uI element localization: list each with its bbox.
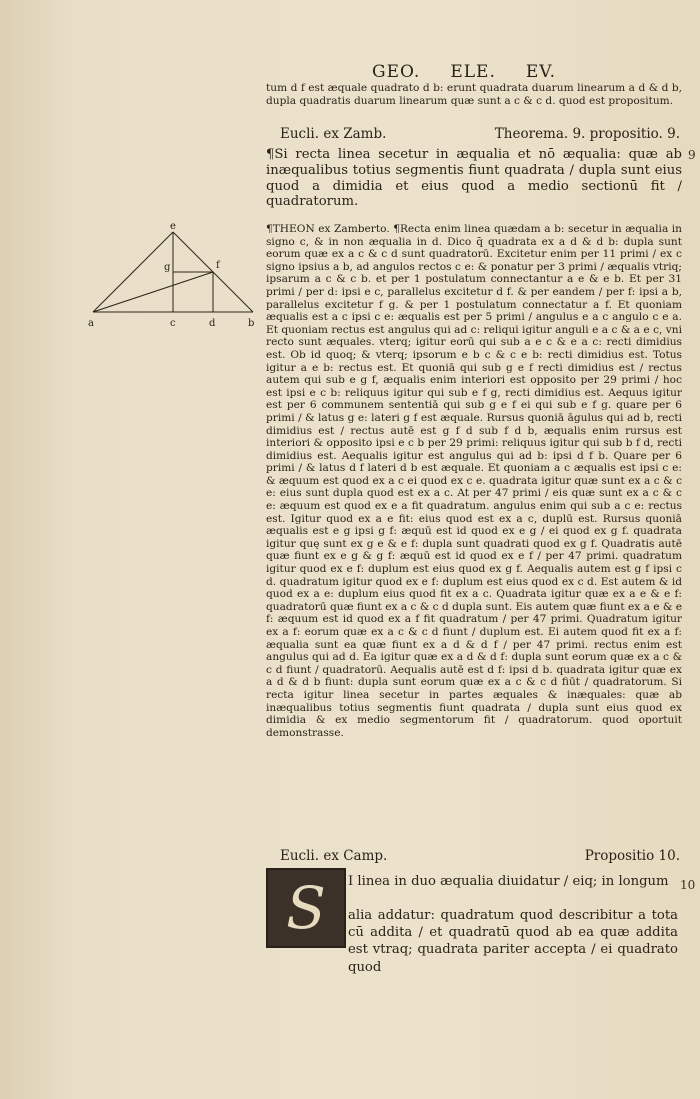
prop-10-line-1: I linea in duo æqualia diuidatur / eiq; in longum	[348, 874, 669, 889]
initial-letter-s: S	[286, 874, 326, 942]
label-b: b	[248, 318, 255, 329]
label-d: d	[209, 318, 216, 329]
heading-prop-9	[280, 126, 680, 142]
label-f: f	[216, 260, 220, 271]
prop-10-rest: alia addatur: quadratum quod describitur a tota cū addita / et quadratū quod ab ea quæ addita est vtraq; quadrata pariter accepta / ei quadrato quod	[348, 908, 678, 975]
label-g: g	[164, 262, 171, 273]
triangle-diagram	[88, 220, 263, 332]
running-head-ele: ELE.	[450, 62, 496, 82]
decorated-initial	[266, 868, 346, 948]
theon-proof-paragraph: ¶THEON ex Zamberto. ¶Recta enim linea quædam a b: secetur in æqualia in signo c, & in non æqualia in d. Dico q̄ quadrata ex a d & d b: dupla sunt eorum quæ ex a c & c d sunt quadratorū. Excitetur enim per 11 primi / ex c signo ipsius a b, ad angulos rectos c e: & ponatur per 3 primi / æqualis vtriq; ipsarum a c & c b. et per 1 postulatum connectantur a e & e b. Et per 31 primi / per d: ipsi e c, parallelus excitetur d f. & per eandem / per f: ipsi a b, parallelus excitetur f g. & per 1 postulatum connectatur a f. Et quoniam æqualis est a c ipsi c e: æqualis est per 5 primi / angulus e a c angulo c e a. Et quoniam rectus est angulus qui ad c: reliqui igitur anguli e a c & a e c, vni recto sunt æquales. vterq; igitur eorū qui sub a e c & e a c: recti dimidius est. Ob id quoq; & vterq; ipsorum e b c & c e b: recti dimidius est. Totus igitur a e b: rectus est. Et quoniā qui sub g e f recti dimidius est / rectus autem qui sub e g f, æqualis enim interiori est opposito per 29 primi / hoc est ipsi e c b: reliquus igitur qui sub e f g, recti dimidius est. Aequus igitur est per 6 communem sententiā qui sub g e f ei qui sub e f g. quare per 6 primi / & latus g e: lateri g f est æquale. Rursus quoniā āgulus qui ad b, recti dimidius est / rectus autē est g f d sub f d b, æqualis enim rursus est interiori & opposito ipsi e c b per 29 primi: reliquus igitur qui sub b f d, recti dimidius est. Aequalis igitur est angulus qui ad b: ipsi d f b. Quare per 6 primi / & latus d f lateri d b est æquale. Et quoniam a c æqualis est ipsi c e: & æquum est quod ex a c ei quod ex c e. quadrata igitur quæ sunt ex a c & c e: eius sunt dupla quod est ex a c. At per 47 primi / eis quæ sunt ex a c & c e: æquum est quod ex e a fit quadratum. angulus enim qui sub a c e: rectus est. Igitur quod ex a e fit: eius quod est ex a c, duplū est. Rursus quoniā æqualis est e g ipsi g f: æquū est id quod ex e g / ei quod ex g f. quadrata igitur quę sunt ex g e & e f: dupla sunt quadrati quod ex g f. Quadratis autē quæ fiunt ex e g & g f: æquū est id quod ex e f / per 47 primi. quadratum igitur quod ex e f: duplum est eius quod ex g f. Aequalis autem est g f ipsi c d. quadratum igitur quod ex e f: duplum est eius quod ex c d. Est autem & id quod ex a e: duplum eius quod fit ex a c. Quadrata igitur quæ ex a e & e f: quadratorū quæ fiunt ex a c & c d dupla sunt. Eis autem quæ fiunt ex a e & e f: æquum est id quod ex a f fit quadratum / per 47 primi. Quadratum igitur ex a f: eorum quæ ex a c & c d fiunt / duplum est. Ei autem quod fit ex a f: æqualia sunt ea quæ fiunt ex a d & d f / per 47 primi. rectus enim est angulus qui ad d. Ea igitur quæ ex a d & d f: dupla sunt eorum quæ ex a c & c d fiunt / quadratorū. Aequalis autē est d f: ipsi d b. quadrata igitur quæ ex a d & d b fiunt: dupla sunt eorum quæ ex a c & c d fiūt / quadratorum. Si recta igitur linea secetur in partes æquales & inæquales: quæ ab inæqualibus totius segmentis fiunt quadrata / dupla sunt eius quod ex dimidia & ex medio segmentorum fit / quadratorum. quod oportuit demonstrasse.	[266, 223, 682, 739]
running-head-geo: GEO.	[372, 62, 421, 82]
line-ae	[93, 232, 173, 312]
margin-number-9: 9	[688, 148, 696, 162]
heading-9-source: Eucli. ex Zamb.	[280, 126, 387, 142]
heading-10-source: Eucli. ex Camp.	[280, 848, 388, 864]
running-head	[372, 62, 682, 82]
label-c: c	[170, 318, 176, 329]
geometric-figure	[88, 220, 263, 332]
heading-10-title: Propositio 10.	[584, 848, 680, 864]
margin-number-10: 10	[680, 878, 696, 892]
heading-prop-10	[280, 848, 680, 864]
label-e: e	[170, 221, 176, 232]
running-head-ev: EV.	[525, 62, 556, 82]
enunciation-9: ¶Si recta linea secetur in æqualia et nō æqualia: quæ ab inæqualibus totius segmentis fiunt quadrata / dupla sunt eius quod a dimidia et eius quod a medio sectionū fit / quadratorum.	[266, 147, 682, 210]
heading-9-title: Theorema. 9. propositio. 9.	[494, 126, 680, 142]
line-af	[93, 272, 213, 312]
top-paragraph: tum d f est æquale quadrato d b: erunt quadrata duarum linearum a d & d b, dupla quadratis duarum linearum quæ sunt a c & c d. quod est propositum.	[266, 82, 682, 107]
label-a: a	[88, 318, 94, 329]
